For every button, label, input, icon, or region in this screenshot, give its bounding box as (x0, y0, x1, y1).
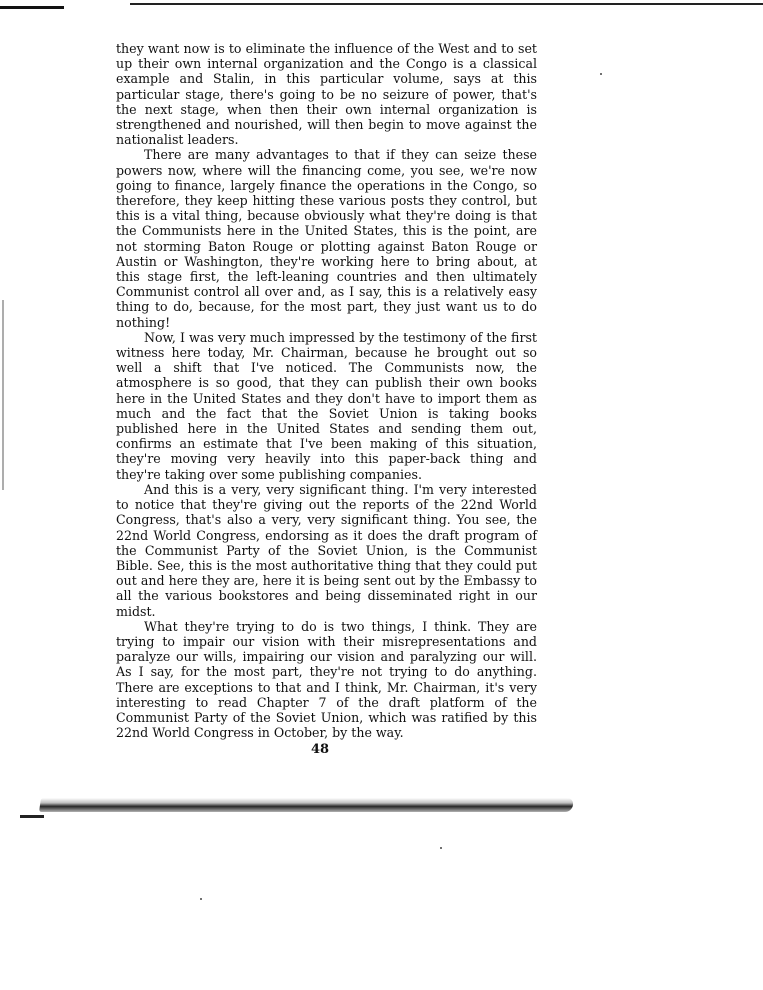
paragraph-4: And this is a very, very significant thing. I'm very interested to notice that they're giving out the reports of the 22nd World Congress, that's also a very, very significant thing. You see, the 22nd World Congress, endorsing as it does the draft program of the Communist Party of the Soviet Union, is the Communist Bible. See, this is the most authoritative thing that they could put out and here they are, here it is being sent out by the Embassy to all the various bookstores and being disseminated right in our midst. (116, 481, 537, 619)
scan-speck (600, 73, 602, 75)
scan-smudge-mark (20, 815, 44, 818)
paragraph-2: There are many advantages to that if they can seize these powers now, where will the financing come, you see, we're now going to finance, largely finance the operations in the Congo, so therefore, they keep hitting these various posts they control, but this is a vital thing, because obviously what they're doing is that the Communists here in the United States, this is the point, are not storming Baton Rouge or plotting against Baton Rouge or Austin or Washington, they're working here to bring about, at this stage first, the left-leaning countries and then ultimately Communist control all over and, as I say, this is a relatively easy thing to do, because, for the most part, they just want us to do nothing! (116, 147, 537, 330)
scan-smudge-band (39, 798, 574, 812)
scan-speck (200, 898, 202, 900)
scan-speck (440, 847, 442, 849)
page-number: 48 (310, 742, 330, 757)
document-body (116, 41, 537, 740)
scan-binding-edge (2, 300, 4, 490)
scan-edge-mark (0, 6, 64, 9)
scan-top-rule (130, 3, 763, 5)
paragraph-3: Now, I was very much impressed by the testimony of the first witness here today, Mr. Chairman, because he brought out so well a shift that I've noticed. The Communists now, the atmosphere is so good, that they can publish their own books here in the United States and they don't have to import them as much and the fact that the Soviet Union is taking books published here in the United States and sending them out, confirms an estimate that I've been making of this situation, they're moving very heavily into this paper-back thing and they're taking over some publishing companies. (116, 329, 537, 482)
paragraph-1: they want now is to eliminate the influence of the West and to set up their own internal organization and the Congo is a classical example and Stalin, in this particular volume, says at this particular stage, there's going to be no seizure of power, that's the next stage, when then their own internal organization is strengthened and nourished, will then begin to move against the nationalist leaders. (116, 41, 537, 148)
paragraph-5: What they're trying to do is two things, I think. They are trying to impair our vision with their misrepresentations and paralyze our wills, impairing our vision and paralyzing our will. As I say, for the most part, they're not trying to do anything. There are exceptions to that and I think, Mr. Chairman, it's very interesting to read Chapter 7 of the draft platform of the Communist Party of the Soviet Union, which was ratified by this 22nd World Congress in October, by the way. (116, 618, 537, 741)
